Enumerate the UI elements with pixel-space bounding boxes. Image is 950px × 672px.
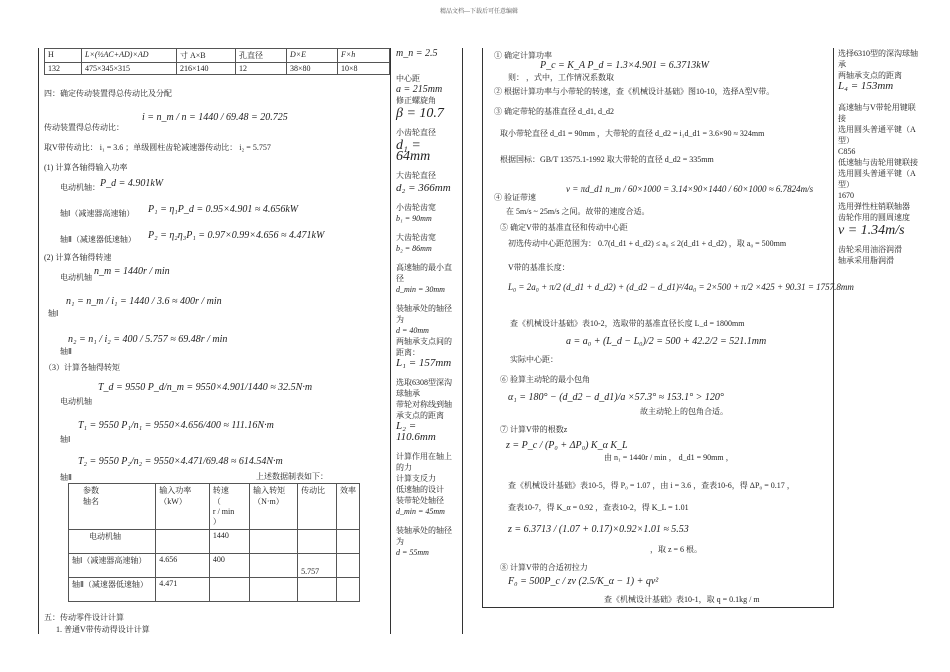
right-note: 1670 bbox=[838, 191, 854, 200]
mid-note: d₂ = 366mm bbox=[396, 182, 451, 194]
step-6-note: 故主动轮上的包角合适。 bbox=[640, 407, 728, 416]
left-panel-right-border bbox=[390, 48, 391, 634]
right-note: 齿轮采用油浴润滑 bbox=[838, 245, 902, 254]
center-panel-left-border bbox=[482, 48, 483, 608]
step-7-c: 查表10-7，得 K_α = 0.92 ，查表10-2，得 K_L = 1.01 bbox=[508, 503, 689, 512]
param-cell bbox=[298, 530, 337, 554]
step-torque-title: （3）计算各轴得转矩 bbox=[44, 363, 120, 372]
mid-note: b₂ = 86mm bbox=[396, 244, 432, 253]
step-7-b: 查《机械设计基础》表10-5，得 P₀ = 1.07 ，由 i = 3.6 ，查表10-6，得 ΔP₀ = 0.17 ， bbox=[508, 481, 795, 490]
param-header-torque: 输入转矩 （N·m） bbox=[250, 484, 298, 530]
step-8-note: 查《机械设计基础》表10-1，取 q = 0.1kg / m bbox=[604, 595, 760, 604]
step-7-a: 由 n₁ = 1440r / min ， d_d1 = 90mm ， bbox=[604, 453, 734, 462]
vbelt-ratio-text: 取V带传动比： i₁ = 3.6 ；单级圆柱齿轮减速器传动比： i₂ = 5.757 bbox=[44, 143, 271, 152]
shaft1-torque-eq: T₁ = 9550 P₁/n₁ = 9550×4.656/400 ≈ 111.16N·m bbox=[78, 420, 274, 431]
mid-note: a = 215mm bbox=[396, 84, 443, 95]
table-note: 上述数据制表如下： bbox=[256, 472, 328, 481]
step-7-eq2: z = 6.3713 / (1.07 + 0.17)×0.92×1.01 ≈ 5.53 bbox=[508, 524, 689, 535]
mid-note: 修正螺旋角 bbox=[396, 96, 436, 105]
param-header-efficiency: 效率 bbox=[337, 484, 360, 530]
param-cell: 4.471 bbox=[156, 578, 210, 602]
center-panel-right-border bbox=[833, 48, 834, 608]
mid-note: 装轴承处的轴径为 bbox=[396, 526, 452, 546]
shaft1-speed-label: 轴Ⅰ bbox=[48, 309, 59, 318]
mid-note: 小齿轮直径 bbox=[396, 128, 436, 137]
mid-note: 装带轮处轴径 bbox=[396, 496, 444, 505]
motor-power-eq: P_d = 4.901kW bbox=[100, 178, 164, 189]
mid-note: L₂ = 110.6mm bbox=[396, 420, 436, 443]
shaft2-speed-label: 轴Ⅱ bbox=[60, 347, 72, 356]
param-cell bbox=[156, 530, 210, 554]
left-panel-left-border bbox=[38, 48, 39, 634]
param-cell bbox=[298, 578, 337, 602]
mid-note: b₁ = 90mm bbox=[396, 214, 432, 223]
step-5-eq: L₀ = 2a₀ + π/2 (d_d1 + d_d2) + (d_d2 − d_d1)²/4a₀ = 2×500 + π/2 ×425 + 90.31 = 1757.8mm bbox=[508, 282, 854, 292]
right-note: 选用圆头普通平键（A型） bbox=[838, 169, 916, 189]
step-5-b: V带的基准长度： bbox=[508, 263, 570, 272]
right-note: 选用圆头普通平键（A型） bbox=[838, 125, 916, 145]
shaft2-speed-eq: n₂ = n₁ / i₂ = 400 / 5.757 ≈ 69.48r / min bbox=[68, 334, 228, 345]
param-cell: 5.757 bbox=[298, 554, 337, 578]
param-cell: 电动机轴 bbox=[69, 530, 156, 554]
step-8-eq: F₀ = 500P_c / zv (2.5/K_α − 1) + qv² bbox=[508, 576, 659, 587]
mid-note: 小齿轮齿宽 bbox=[396, 203, 436, 212]
step-3-a: 取小带轮直径 d_d1 = 90mm ，大带轮的直径 d_d2 = i₁d_d1 = 3.6×90 ≈ 324mm bbox=[500, 129, 765, 138]
param-cell: 1440 bbox=[209, 530, 249, 554]
step-1-eq: P_c = K_A P_d = 1.3×4.901 = 6.3713kW bbox=[540, 60, 710, 71]
step-5-title: ⑤ 确定V带的基准直径和传动中心距 bbox=[500, 223, 628, 232]
mid-note: 高速轴的最小直径 bbox=[396, 263, 452, 283]
param-cell bbox=[337, 530, 360, 554]
mid-note: 计算作用在轴上的力 bbox=[396, 452, 452, 472]
mid-note: d = 55mm bbox=[396, 548, 429, 557]
shaft1-torque-label: 轴Ⅰ bbox=[60, 435, 71, 444]
motor-speed-eq: n_m = 1440r / min bbox=[94, 266, 170, 277]
param-cell: 400 bbox=[209, 554, 249, 578]
total-ratio-label: 传动装置得总传动比： bbox=[44, 123, 124, 132]
param-cell: 轴Ⅱ（减速器低速轴） bbox=[69, 578, 156, 602]
shaft2-power-eq: P₂ = η₂η₃P₁ = 0.97×0.99×4.656 ≈ 4.471kW bbox=[148, 230, 325, 241]
right-note: 选用弹性柱销联轴器 bbox=[838, 202, 910, 211]
total-ratio-equation: i = n_m / n = 1440 / 69.48 = 20.725 bbox=[142, 112, 288, 123]
shaft1-power-label: 轴Ⅰ（减速器高速轴） bbox=[60, 209, 135, 218]
step-5-d: 实际中心距： bbox=[510, 355, 558, 364]
header-note: 精品文档---下载后可任意编辑 bbox=[440, 9, 518, 15]
mid-note: 中心距 bbox=[396, 74, 420, 83]
mid-note: 选取6308型深沟球轴承 bbox=[396, 378, 452, 398]
motor-torque-label: 电动机轴 bbox=[60, 397, 92, 406]
mid-note: 低速轴的设计 bbox=[396, 485, 444, 494]
shaft1-speed-eq: n₁ = n_m / i₁ = 1440 / 3.6 ≈ 400r / min bbox=[66, 296, 222, 307]
mid-note: 大齿轮齿宽 bbox=[396, 233, 436, 242]
step-7-d: ，取 z = 6 根。 bbox=[650, 545, 703, 554]
right-note: 两轴承支点的距离 bbox=[838, 71, 902, 80]
dim-header-de: D×E bbox=[287, 49, 338, 63]
mid-note: d_min = 45mm bbox=[396, 507, 445, 516]
dim-cell: 38×80 bbox=[287, 63, 338, 75]
right-note: 齿轮作用的圆周速度 bbox=[838, 213, 910, 222]
param-cell bbox=[337, 554, 360, 578]
step-3-b: 根据国标：GB/T 13575.1-1992 取大带轮的直径 d_d2 = 335mm bbox=[500, 155, 714, 164]
mid-panel-right-border bbox=[462, 48, 463, 634]
center-panel-bottom-border bbox=[482, 607, 834, 608]
dim-header-l: L×(½AC+AD)×AD bbox=[82, 49, 177, 63]
dim-cell: 475×345×315 bbox=[82, 63, 177, 75]
mid-note: m_n = 2.5 bbox=[396, 48, 438, 59]
shaft2-torque-eq: T₂ = 9550 P₂/n₂ = 9550×4.471/69.48 ≈ 614.54N·m bbox=[78, 456, 283, 467]
right-note: L₄ = 153mm bbox=[838, 80, 894, 92]
motor-torque-eq: T_d = 9550 P_d/n_m = 9550×4.901/1440 ≈ 32.5N·m bbox=[98, 382, 313, 393]
right-notes-column bbox=[838, 48, 918, 266]
mid-note: d = 40mm bbox=[396, 326, 429, 335]
mid-note: 两轴承支点间的距离： bbox=[396, 337, 452, 357]
mid-note: 装轴承处的轴径为 bbox=[396, 304, 452, 324]
param-header-power: 输入功率 （kW） bbox=[156, 484, 210, 530]
step-power-title: (1) 计算各轴得输入功率 bbox=[44, 163, 128, 172]
step-7-title: ⑦ 计算V带的根数z bbox=[500, 425, 568, 434]
mid-note: d_min = 30mm bbox=[396, 285, 445, 294]
mid-note: β = 10.7 bbox=[396, 106, 444, 121]
step-1-note: 则： ，式中，工作情况系数取 bbox=[508, 73, 614, 82]
dim-header-h: H bbox=[45, 49, 82, 63]
dim-cell: 132 bbox=[45, 63, 82, 75]
step-5-a: 初选传动中心距范围为： 0.7(d_d1 + d_d2) ≤ a₀ ≤ 2(d_d1 + d_d2) ，取 a₀ = 500mm bbox=[508, 239, 787, 248]
section-5-1-title: 1. 普通V带传动得设计计算 bbox=[56, 625, 150, 634]
step-1-title: ① 确定计算功率 bbox=[494, 51, 552, 60]
step-5-c: 查《机械设计基础》表10-2，选取带的基准直径长度 L_d = 1800mm bbox=[510, 319, 745, 328]
motor-speed-label: 电动机轴 bbox=[60, 273, 92, 282]
dim-cell: 12 bbox=[236, 63, 287, 75]
param-cell bbox=[337, 578, 360, 602]
shaft2-power-label: 轴Ⅱ（减速器低速轴） bbox=[60, 235, 136, 244]
step-5-eq2: a = a₀ + (L_d − L₀)/2 = 500 + 42.2/2 = 521.1mm bbox=[566, 336, 767, 347]
middle-notes-column bbox=[396, 48, 458, 558]
right-note: 高速轴与V带轮用键联接 bbox=[838, 103, 916, 123]
shaft1-power-eq: P₁ = η₁P_d = 0.95×4.901 ≈ 4.656kW bbox=[148, 204, 299, 215]
right-note: 选择6310型的深沟球轴承 bbox=[838, 49, 918, 69]
step-7-eq: z = P_c / (P₀ + ΔP₀) K_α K_L bbox=[506, 440, 628, 451]
motor-power-label: 电动机轴： bbox=[60, 183, 100, 192]
param-cell bbox=[250, 530, 298, 554]
dim-cell: 216×140 bbox=[177, 63, 236, 75]
param-cell bbox=[250, 554, 298, 578]
param-header-ratio: 传动比 bbox=[298, 484, 337, 530]
dim-header-hole: 孔直径 bbox=[236, 49, 287, 63]
shaft2-torque-label: 轴Ⅱ bbox=[60, 473, 72, 482]
right-note: 低速轴与齿轮用键联接 bbox=[838, 158, 918, 167]
step-4-title: ④ 验证带速 bbox=[494, 193, 536, 202]
dim-cell: 10×8 bbox=[338, 63, 390, 75]
section-4-title: 四：确定传动装置得总传动比及分配 bbox=[44, 89, 172, 98]
param-header-speed: 转速 （ r / min ） bbox=[209, 484, 249, 530]
step-4-eq: v = πd_d1 n_m / 60×1000 = 3.14×90×1440 / 60×1000 ≈ 6.7824m/s bbox=[566, 184, 814, 194]
step-speed-title: (2) 计算各轴得转速 bbox=[44, 253, 112, 262]
param-cell bbox=[250, 578, 298, 602]
mid-note: 带轮对称线到轴承支点的距离 bbox=[396, 400, 452, 420]
param-cell: 4.656 bbox=[156, 554, 210, 578]
right-note: v = 1.34m/s bbox=[838, 223, 905, 238]
right-note: C856 bbox=[838, 147, 856, 156]
mid-note: L₁ = 157mm bbox=[396, 357, 452, 369]
step-4-note: 在 5m/s ~ 25m/s 之间。故带的速度合适。 bbox=[506, 207, 650, 216]
right-note: 轴承采用脂润滑 bbox=[838, 256, 894, 265]
shaft-parameter-table bbox=[68, 483, 360, 602]
section-5-title: 五：传动零件设计计算 bbox=[44, 613, 124, 622]
step-8-title: ⑧ 计算V带的合适初拉力 bbox=[500, 563, 588, 572]
step-3-title: ③ 确定带轮的基准直径 d_d1, d_d2 bbox=[494, 107, 614, 116]
param-header-axis: 参数 轴名 bbox=[69, 484, 156, 530]
dim-header-ab: 寸 A×B bbox=[177, 49, 236, 63]
step-6-eq: α₁ = 180° − (d_d2 − d_d1)/a ×57.3° ≈ 153.1° > 120° bbox=[508, 392, 724, 403]
mid-note: d₁ = 64mm bbox=[396, 138, 431, 164]
mid-note: 大齿轮直径 bbox=[396, 171, 436, 180]
param-cell: 轴Ⅰ（减速器高速轴） bbox=[69, 554, 156, 578]
dim-header-fh: F×h bbox=[338, 49, 390, 63]
step-2-text: ② 根据计算功率与小带轮的转速，查《机械设计基础》图10-10，选择A型V带。 bbox=[494, 87, 775, 96]
motor-dimension-table bbox=[44, 48, 390, 75]
param-cell bbox=[209, 578, 249, 602]
mid-note: 计算支反力 bbox=[396, 474, 436, 483]
step-6-title: ⑥ 验算主动轮的最小包角 bbox=[500, 375, 590, 384]
